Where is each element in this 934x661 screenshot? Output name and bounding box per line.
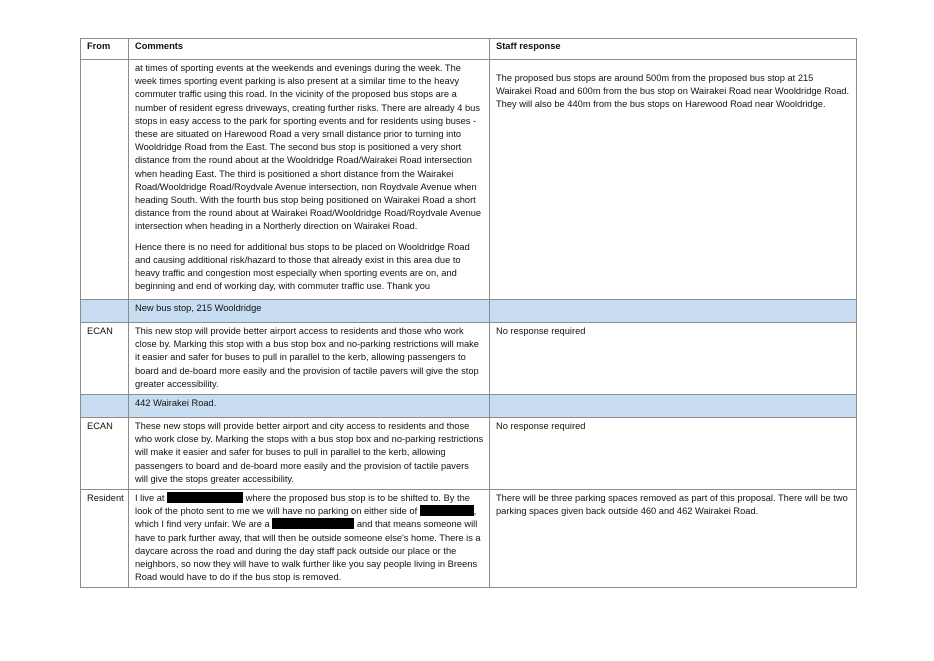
comment-text: and that means someone will have to park further away, that will then be outside someone else's home. There is a daycare across the road and during the day staff pack outside our place or the neighbors, so now they will have to walk further like you say people living in Breens Road would have to do if the bus stop is removed. (135, 519, 481, 583)
section-response-cell (490, 395, 857, 418)
from-cell: Resident (81, 490, 129, 588)
from-cell: ECAN (81, 418, 129, 490)
response-cell: No response required (490, 323, 857, 395)
section-row (81, 300, 857, 323)
from-cell: ECAN (81, 323, 129, 395)
section-title: New bus stop, 215 Wooldridge (129, 300, 490, 323)
comment-paragraph: Hence there is no need for additional bus stops to be placed on Wooldridge Road and causing additional risk/hazard to those that already exist in this area due to heavy traffic and congestion most especially when sporting events are on, and beginning and end of working day, with commuter traffic use. Thank you (135, 241, 470, 292)
table-header-row (81, 39, 857, 60)
submissions-table (80, 38, 857, 588)
section-from-cell (81, 300, 129, 323)
section-title: 442 Wairakei Road. (129, 395, 490, 418)
response-cell: The proposed bus stops are around 500m from the proposed bus stop at 215 Wairakei Road and 600m from the bus stop on Wairakei Road near Wooldridge Road. They will also be 440m from the bus stops on Harewood Road near Wooldridge. (490, 60, 857, 300)
response-cell: No response required (490, 418, 857, 490)
redaction-block (167, 492, 243, 503)
header-from: From (81, 39, 129, 60)
response-cell: There will be three parking spaces removed as part of this proposal. There will be two parking spaces given back outside 460 and 462 Wairakei Road. (490, 490, 857, 588)
table-row (81, 60, 857, 300)
comments-cell: These new stops will provide better airport and city access to residents and those who work close by. Marking the stops with a bus stop box and no-parking restrictions will make it easier and safer for buses to pull in parallel to the kerb, allowing passengers to board and de-board more easily and the provision of tactile pavers will give the stops greater accessibility. (129, 418, 490, 490)
comments-cell: This new stop will provide better airport access to residents and those who work close by. Marking this stop with a bus stop box and no-parking restrictions will make it easier and safer for buses to pull in parallel to the kerb, allowing passengers to board and de-board more easily and the provision of tactile pavers will give the stop greater accessibility. (129, 323, 490, 395)
section-row (81, 395, 857, 418)
comments-cell (129, 60, 490, 300)
comment-text: , which I find very unfair. We are a (135, 506, 477, 530)
from-cell (81, 60, 129, 300)
table-row (81, 323, 857, 395)
table-row (81, 490, 857, 588)
comment-paragraph: at times of sporting events at the weekends and evenings during the week. The week times sporting event parking is also present at a similar time to the heavy commuter traffic using this road. In the vicinity of the proposed bus stops are a number of resident egress driveways, creating further risks. There are already 4 bus stops in easy access to the park for sporting events and for residents using buses - these are situated on Harewood Road a very small distance prior to turning into Wooldridge Road from the East. The second bus stop is positioned a very short distance from the round about at the Wooldridge Road/Wairakei Road intersection when heading East. The third is positioned a short distance from the Wairakei Road/Wooldridge Road/Roydvale Avenue intersection, non Roydvale Avenue when heading South. With the fourth bus stop being positioned on Wairakei Road a short distance from the round about at Wairakei Road/Wooldridge Road/Roydvale Avenue intersection when heading in a Northerly direction on Wairakei Road. (135, 63, 482, 232)
header-staff-response: Staff response (490, 39, 857, 60)
redaction-block (272, 518, 354, 529)
comment-text: where the proposed bus stop is to be shifted to. By the look of the photo sent to me we will have no parking on either side of (135, 493, 470, 517)
section-from-cell (81, 395, 129, 418)
comments-cell (129, 490, 490, 588)
comment-text: I live at (135, 493, 165, 504)
redaction-block (420, 505, 474, 516)
header-comments: Comments (129, 39, 490, 60)
table-row (81, 418, 857, 490)
section-response-cell (490, 300, 857, 323)
